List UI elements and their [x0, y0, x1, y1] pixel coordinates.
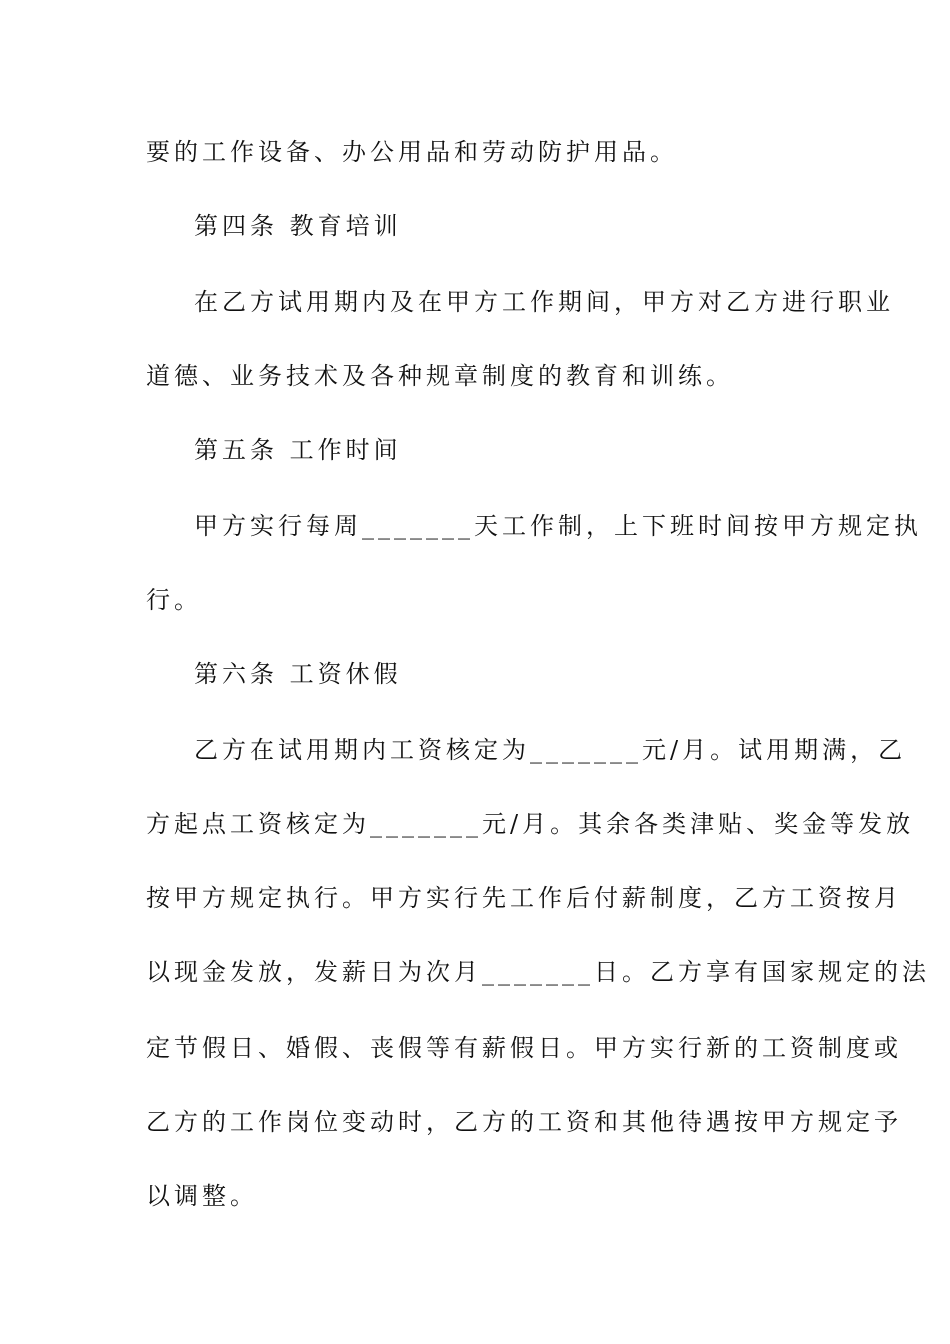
- article-4-heading: 第四条 教育培训: [194, 212, 402, 240]
- article-6-heading: 第六条 工资休假: [194, 660, 402, 688]
- article-5-line-1: 甲方实行每周_______天工作制，上下班时间按甲方规定执: [194, 512, 922, 540]
- article-6-line-3: 按甲方规定执行。甲方实行先工作后付薪制度，乙方工资按月: [146, 884, 902, 912]
- article-6-line-7: 以调整。: [146, 1182, 258, 1210]
- article-5-heading: 第五条 工作时间: [194, 436, 402, 464]
- article-4-line-1: 在乙方试用期内及在甲方工作期间，甲方对乙方进行职业: [194, 288, 894, 316]
- article-6-line-2: 方起点工资核定为_______元/月。其余各类津贴、奖金等发放: [146, 810, 915, 838]
- article-5-line-2: 行。: [146, 586, 202, 614]
- body-line-1: 要的工作设备、办公用品和劳动防护用品。: [146, 138, 678, 166]
- article-6-line-6: 乙方的工作岗位变动时，乙方的工资和其他待遇按甲方规定予: [146, 1108, 902, 1136]
- article-6-line-5: 定节假日、婚假、丧假等有薪假日。甲方实行新的工资制度或: [146, 1034, 902, 1062]
- article-6-line-4: 以现金发放，发薪日为次月_______日。乙方享有国家规定的法: [146, 958, 930, 986]
- article-6-line-1: 乙方在试用期内工资核定为_______元/月。试用期满，乙: [194, 736, 907, 764]
- article-4-line-2: 道德、业务技术及各种规章制度的教育和训练。: [146, 362, 734, 390]
